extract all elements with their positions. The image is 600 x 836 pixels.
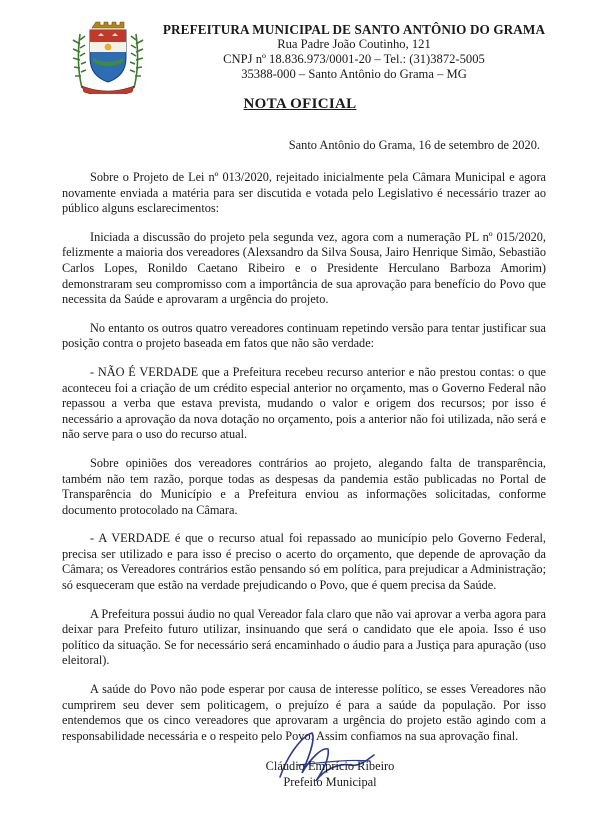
paragraph: - NÃO É VERDADE que a Prefeitura recebeu recurso anterior e não prestou contas: o que aconteceu foi a criação de um crédito especial anterior no orçamento, mas o Governo Federal não repassou a verba que estava prevista, mudando o valor e origem dos recursos; por isso é necessário a aprovação da nova dotação no orçamento, pois a anterior não foi utilizada, não será e não serve para o uso do recurso atual. [62, 364, 546, 442]
document-body [62, 170, 546, 757]
paragraph: A saúde do Povo não pode esperar por causa de interesse político, se esses Vereadores não cumprirem seu dever sem politicagem, o prejuízo é para a saúde da população. Por isso entendemos que os cinco vereadores que aprovaram a urgência do projeto estão agindo com a responsabilidade necessária e o respeito pelo Povo. Assim confiamos na sua aprovação final. [62, 682, 546, 743]
paragraph: Iniciada a discussão do projeto pela segunda vez, agora com a numeração PL nº 015/2020, felizmente a maioria dos vereadores (Alexsandro da Silva Sousa, Jairo Henrique Simão, Sebastião Carlos Lopes, Ronildo Caetano Ribeiro e o Presidente Herculano Barboza Amorim) demonstraram seu compromisso com a importância de sua aprovação para benefício do Povo que necessita da Saúde e aprovaram a urgência do projeto. [62, 229, 546, 307]
cep-city-line: 35388-000 – Santo Antônio do Grama – MG [241, 67, 467, 81]
signatory-name: Cláudio Emprício Ribeiro [265, 759, 395, 773]
paragraph: A Prefeitura possui áudio no qual Vereador fala claro que não vai aprovar a verba agora para deixar para Prefeito futuro utilizar, insinuando que será o candidato que ele apoia. Isso é uso político da situação. Se for necessário será encaminhado o áudio para a Justiça para apuração (uso eleitoral). [62, 606, 546, 668]
cnpj-phone-line: CNPJ nº 18.836.973/0001-20 – Tel.: (31)3872-5005 [223, 52, 485, 66]
signatory-role: Prefeito Municipal [283, 775, 377, 789]
paragraph: No entanto os outros quatro vereadores continuam repetindo versão para tentar justificar sua posição contra o projeto baseada em fatos que não são verdade: [62, 320, 546, 351]
organization-name: PREFEITURA MUNICIPAL DE SANTO ANTÔNIO DO GRAMA [162, 22, 546, 37]
paragraph: - A VERDADE é que o recurso atual foi repassado ao município pelo Governo Federal, precisa ser utilizado e para isso é preciso o acerto do orçamento, que depende de aprovação da Câmara; os Vereadores contrários estão pensando só em política, para prejudicar a Administração; só esqueceram que estão na verdade prejudicando o Povo, que é quem precisa da Saúde. [62, 531, 546, 593]
address-line: Rua Padre João Coutinho, 121 [277, 37, 431, 51]
document-title: NOTA OFICIAL [243, 96, 357, 112]
paragraph: Sobre o Projeto de Lei nº 013/2020, rejeitado inicialmente pela Câmara Municipal e agora novamente enviada a matéria para ser discutida e votada pelo Legislativo é necessário trazer ao público alguns esclarecimentos: [62, 170, 546, 216]
date-line: Santo Antônio do Grama, 16 de setembro de 2020. [288, 138, 540, 152]
signature-block [210, 735, 450, 825]
letterhead [154, 22, 554, 82]
municipal-coat-of-arms-icon [68, 14, 148, 94]
paragraph: Sobre opiniões dos vereadores contrários ao projeto, alegando falta de transparência, também não tem razão, porque todas as despesas da pandemia estão publicadas no Portal de Transparência do Município e a Prefeitura enviou as informações solicitadas, conforme documento protocolado na Câmara. [62, 455, 546, 517]
